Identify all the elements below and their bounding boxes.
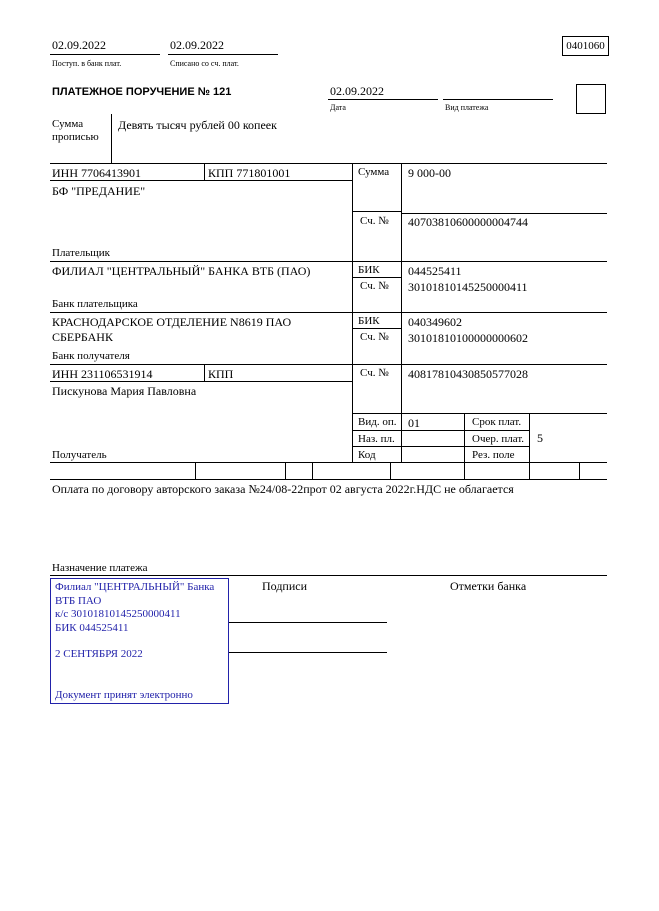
divider xyxy=(328,99,438,100)
order-date: 02.09.2022 xyxy=(330,84,384,98)
ocher-value: 5 xyxy=(537,431,543,445)
sum-value: 9 000-00 xyxy=(408,166,451,180)
divider xyxy=(50,364,607,365)
payee-bank-name-line1: КРАСНОДАРСКОЕ ОТДЕЛЕНИЕ N8619 ПАО xyxy=(52,315,292,329)
divider xyxy=(50,479,607,480)
payee-label: Получатель xyxy=(52,449,107,461)
payer-label: Плательщик xyxy=(52,247,110,259)
divider xyxy=(50,462,607,463)
payer-bank-bik-value: 044525411 xyxy=(408,264,462,278)
payer-bank-account-label: Сч. № xyxy=(360,280,389,292)
debited-label: Списано со сч. плат. xyxy=(170,59,239,68)
stamp-date: 2 СЕНТЯБРЯ 2022 xyxy=(55,648,143,660)
stamp-bik: БИК 044525411 xyxy=(55,621,129,634)
stamp-spacer xyxy=(55,635,228,648)
kod-label: Код xyxy=(358,449,376,461)
form-code-box xyxy=(562,36,609,56)
payee-kpp: КПП xyxy=(208,367,234,381)
date-label: Дата xyxy=(330,103,346,112)
divider xyxy=(529,462,530,479)
payee-inn: ИНН 231106531914 xyxy=(52,367,153,381)
received-label: Поступ. в банк плат. xyxy=(52,59,122,68)
divider xyxy=(50,261,607,262)
sum-label: Сумма xyxy=(358,166,390,178)
divider xyxy=(579,462,580,479)
bank-marks-label: Отметки банка xyxy=(450,579,527,593)
divider xyxy=(352,277,401,278)
stamp-spacer xyxy=(55,662,228,689)
payer-name: БФ "ПРЕДАНИЕ" xyxy=(52,184,146,198)
divider xyxy=(195,462,196,479)
payer-bank-label: Банк плательщика xyxy=(52,298,138,310)
divider xyxy=(464,462,465,479)
payer-kpp: КПП 771801001 xyxy=(208,166,291,180)
stamp-bank-name-cont: ВТБ ПАО xyxy=(55,594,102,607)
divider xyxy=(50,575,607,576)
divider xyxy=(50,54,160,55)
payee-bank-bik-value: 040349602 xyxy=(408,315,462,329)
divider xyxy=(204,163,205,180)
payment-type-label: Вид платежа xyxy=(445,103,489,112)
naz-label: Наз. пл. xyxy=(358,433,395,445)
payer-account-label: Сч. № xyxy=(360,215,389,227)
payer-inn: ИНН 7706413901 xyxy=(52,166,141,180)
received-date: 02.09.2022 xyxy=(52,38,106,52)
vid-op-value: 01 xyxy=(408,416,420,430)
divider xyxy=(50,312,607,313)
signature-line xyxy=(228,622,387,623)
payer-bank-name: ФИЛИАЛ "ЦЕНТРАЛЬНЫЙ" БАНКА ВТБ (ПАО) xyxy=(52,264,311,278)
purpose-text: Оплата по договору авторского заказа №24/08-22прот 02 августа 2022г.НДС не облагается xyxy=(52,482,514,496)
document-title: ПЛАТЕЖНОЕ ПОРУЧЕНИЕ № 121 xyxy=(52,86,232,98)
payee-account-value: 40817810430850577028 xyxy=(408,367,528,381)
form-code: 0401060 xyxy=(566,40,605,52)
purpose-label: Назначение платежа xyxy=(52,562,148,574)
divider xyxy=(312,462,313,479)
payee-bank-bik-label: БИК xyxy=(358,315,380,327)
payer-bank-bik-label: БИК xyxy=(358,264,380,276)
payee-bank-name-line2: СБЕРБАНК xyxy=(52,330,113,344)
divider xyxy=(352,430,529,431)
payer-bank-account-value: 30101810145250000411 xyxy=(408,280,528,294)
divider xyxy=(352,446,529,447)
divider xyxy=(464,413,465,462)
divider xyxy=(204,364,205,381)
signature-line xyxy=(228,652,387,653)
divider xyxy=(50,163,607,164)
srok-label: Срок плат. xyxy=(472,416,522,428)
divider xyxy=(352,328,401,329)
divider xyxy=(390,462,391,479)
amount-words-value: Девять тысяч рублей 00 копеек xyxy=(118,118,277,132)
rez-label: Рез. поле xyxy=(472,449,515,461)
divider xyxy=(168,54,278,55)
payee-name: Пискунова Мария Павловна xyxy=(52,384,197,398)
divider xyxy=(401,213,607,214)
divider xyxy=(352,413,607,414)
stamp-accepted: Документ принят электронно xyxy=(55,688,193,701)
payer-account-value: 40703810600000004744 xyxy=(408,215,528,229)
payment-type-box xyxy=(576,84,606,114)
amount-words-label-line2: прописью xyxy=(52,131,99,143)
divider xyxy=(111,114,112,163)
bank-stamp xyxy=(50,578,229,704)
amount-words-label xyxy=(52,118,99,144)
payee-bank-label: Банк получателя xyxy=(52,350,130,362)
signatures-label: Подписи xyxy=(262,579,308,593)
debited-date: 02.09.2022 xyxy=(170,38,224,52)
payee-bank-account-value: 30101810100000000602 xyxy=(408,331,528,345)
divider xyxy=(285,462,286,479)
ocher-label: Очер. плат. xyxy=(472,433,525,445)
stamp-corr-account: к/с 30101810145250000411 xyxy=(55,608,181,620)
payee-account-label: Сч. № xyxy=(360,367,389,379)
stamp-bank-name: Филиал "ЦЕНТРАЛЬНЫЙ" Банка xyxy=(55,581,215,593)
amount-words-label-line1: Сумма xyxy=(52,118,84,130)
divider xyxy=(352,211,401,212)
vid-op-label: Вид. оп. xyxy=(358,416,397,428)
divider xyxy=(529,413,530,462)
payee-bank-account-label: Сч. № xyxy=(360,331,389,343)
divider xyxy=(443,99,553,100)
